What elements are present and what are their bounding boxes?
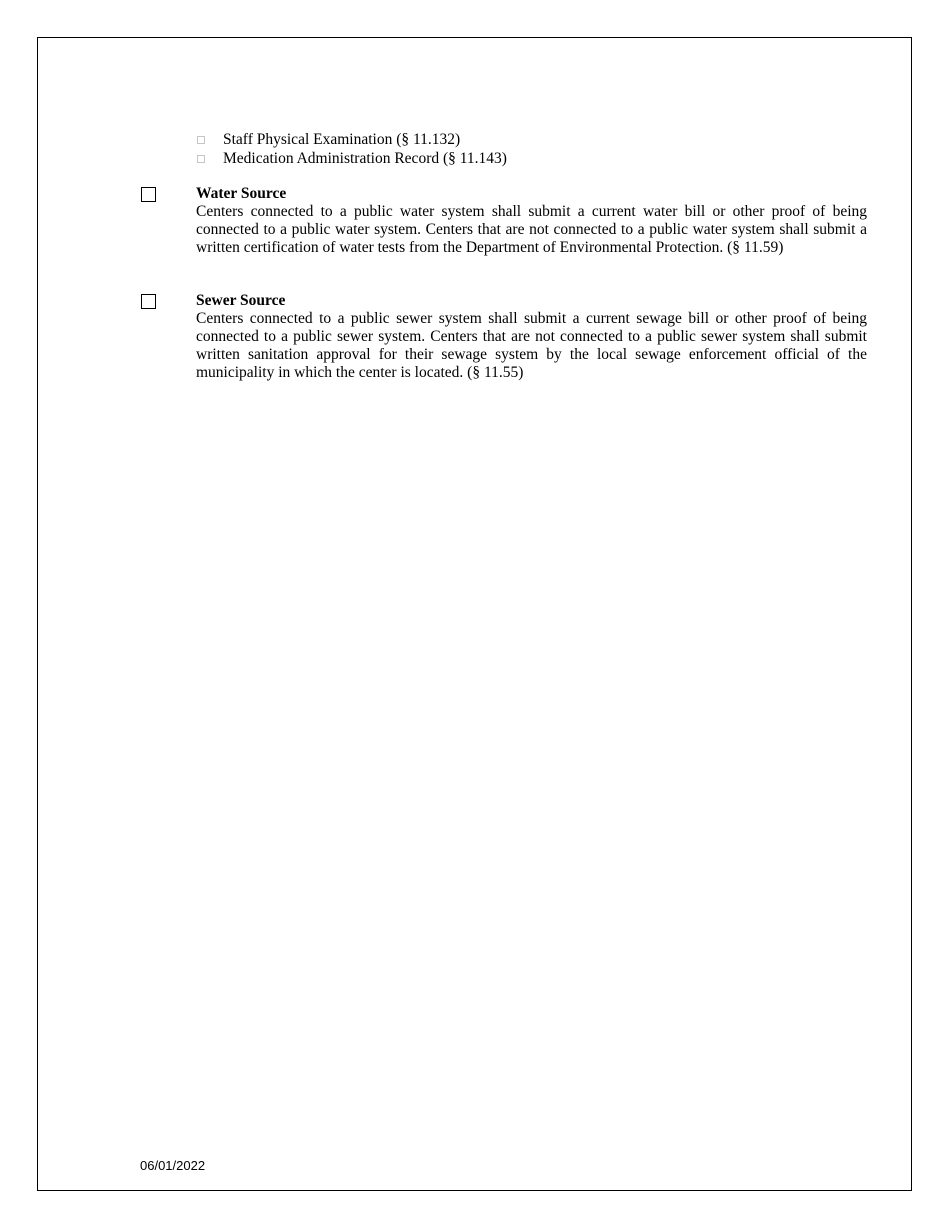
list-item	[196, 150, 507, 170]
bullet-checkbox-icon	[197, 136, 205, 144]
water-source-section	[141, 185, 867, 257]
sub-item-label: Medication Administration Record (§ 11.143)	[223, 150, 507, 168]
section-title: Water Source	[196, 185, 287, 202]
water-source-checkbox[interactable]	[141, 187, 156, 202]
sub-item-list	[196, 130, 507, 169]
footer-date: 06/01/2022	[140, 1158, 206, 1173]
section-text: Centers connected to a public sewer system shall submit a current sewage bill or other proof of being connected to a public sewer system. Centers that are not connected to a public sewer system shall submit written sanitation approval for their sewage system by the local sewage enforcement official of the municipality in which the center is located. (§ 11.55)	[196, 310, 867, 381]
sub-item-label: Staff Physical Examination (§ 11.132)	[223, 130, 461, 148]
bullet-checkbox-icon	[197, 155, 205, 163]
sewer-source-checkbox[interactable]	[141, 294, 156, 309]
sewer-source-section	[141, 292, 867, 382]
section-title: Sewer Source	[196, 292, 286, 309]
section-text: Centers connected to a public water system shall submit a current water bill or other proof of being connected to a public water system. Centers that are not connected to a public water system shall submit a written certification of water tests from the Department of Environmental Protection. (§ 11.59)	[196, 203, 867, 256]
list-item	[196, 130, 507, 150]
